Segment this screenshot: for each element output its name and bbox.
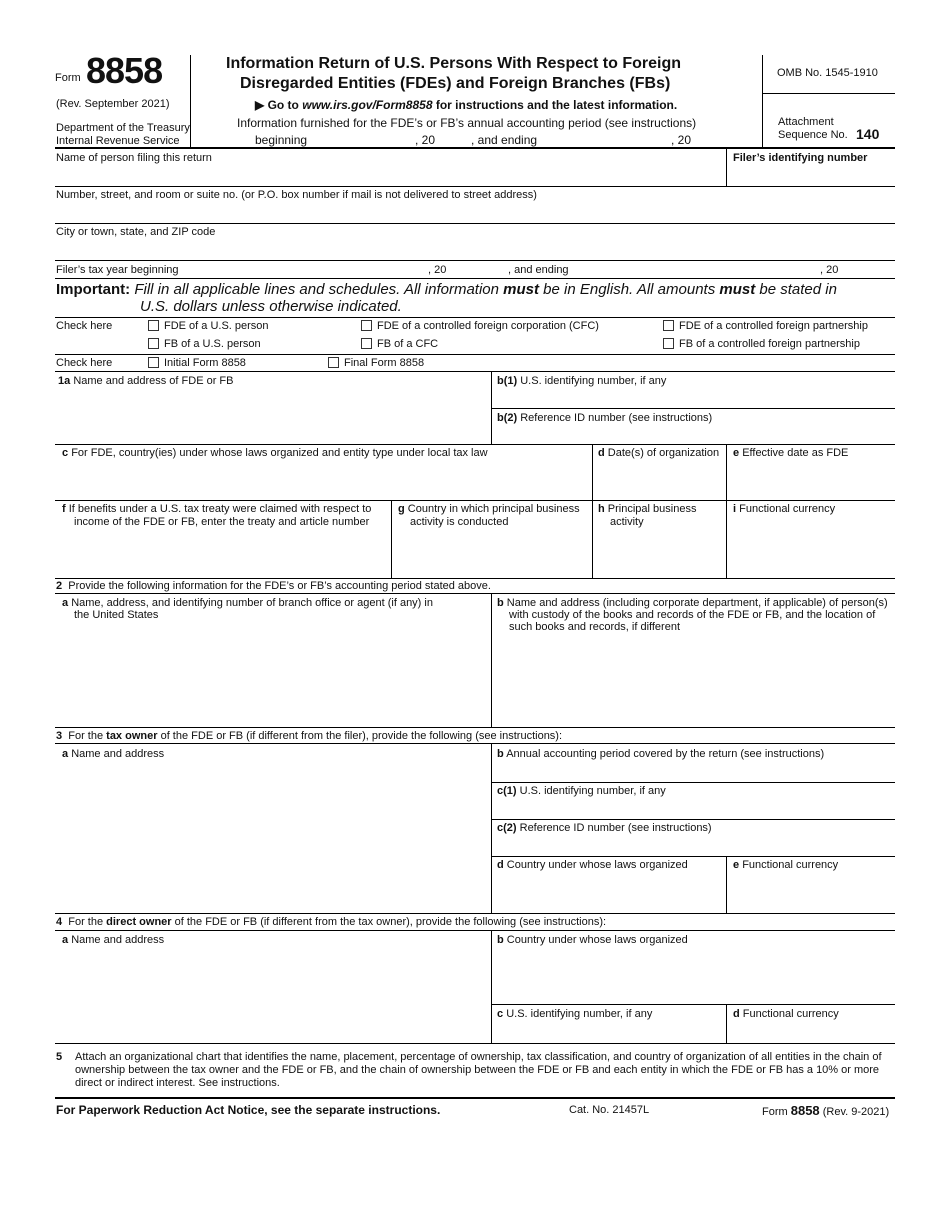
period-info: Information furnished for the FDE’s or FB’s annual accounting period (see instructions) [237,116,697,130]
principal-country-field[interactable] [395,532,590,576]
fb-cfc-checkbox[interactable] [361,338,372,349]
fde-us-id-field[interactable] [497,391,893,407]
fde-cfc-checkbox[interactable] [361,320,372,331]
fde-country-entity-field[interactable] [58,462,590,498]
tax-year-comma20a: , 20 [428,264,447,276]
line5-text-line2: ownership between the tax owner and the FDE or FB, and the chain of ownership between the FDE or FB and each entity in which the FDE or FB has a 10% or more [75,1064,880,1076]
line1g-label: g Country in which principal business [398,503,580,515]
fde-cfp-label: FDE of a controlled foreign partnership [679,320,868,332]
filer-name-label: Name of person filing this return [56,152,212,164]
footer-form-id: Form 8858 (Rev. 9-2021) [762,1103,890,1118]
initial-form-label: Initial Form 8858 [164,357,246,369]
initial-form-checkbox[interactable] [148,357,159,368]
line1h-label-cont: activity [610,516,644,528]
fb-us-person-label: FB of a U.S. person [164,338,261,350]
final-form-label: Final Form 8858 [344,357,425,369]
effective-date-field[interactable] [730,480,893,496]
important-notice: Important: Fill in all applicable lines and schedules. All information must be in English. All amounts must be stated in [56,281,837,298]
line2a-label: a Name, address, and identifying number of branch office or agent (if any) in [62,597,433,609]
fb-cfp-label: FB of a controlled foreign partnership [679,338,860,350]
line2b-label: b Name and address (including corporate department, if applicable) of person(s) [497,597,888,609]
tax-owner-reference-id-field[interactable] [497,838,893,854]
us-branch-agent-field[interactable] [58,626,488,724]
filer-id-field[interactable] [730,168,893,184]
line2-heading: 2 Provide the following information for the FDE’s or FB’s accounting period stated above. [56,580,491,592]
fde-us-person-checkbox[interactable] [148,320,159,331]
direct-owner-name-address-field[interactable] [58,950,488,1040]
fb-cfc-label: FB of a CFC [377,338,439,350]
fde-reference-id-field[interactable] [497,427,893,443]
line4a-label: a Name and address [62,934,165,946]
filer-id-label: Filer’s identifying number [733,152,868,164]
tax-owner-name-address-field[interactable] [58,764,488,909]
line1b2-label: b(2) Reference ID number (see instructions) [497,412,713,424]
header-and-ending: , and ending [471,133,538,147]
revision-date: (Rev. September 2021) [56,98,170,110]
check-here-label-2: Check here [56,357,113,369]
line1g-label-cont: activity is conducted [410,516,509,528]
form-title-line2: Disregarded Entities (FDEs) and Foreign Branches (FBs) [240,75,671,92]
header-period-begin-field[interactable] [312,131,412,146]
form-number: 8858 [86,50,163,91]
line4d-label: d Functional currency [733,1008,839,1020]
line3c2-label: c(2) Reference ID number (see instructions) [497,822,712,834]
line2b-label-cont1: with custody of the books and records of the FDE or FB, and the location of [509,609,876,621]
line1e-label: e Effective date as FDE [733,447,849,459]
tax-year-begin-field[interactable] [180,262,425,277]
line1h-label: h Principal business [598,503,697,515]
department-line2: Internal Revenue Service [56,135,180,147]
line4c-label: c U.S. identifying number, if any [497,1008,653,1020]
tax-owner-currency-field[interactable] [730,888,893,906]
omb-number: OMB No. 1545-1910 [777,67,878,79]
department-line1: Department of the Treasury [56,122,190,134]
city-label: City or town, state, and ZIP code [56,226,216,238]
final-form-checkbox[interactable] [328,357,339,368]
line4b-label: b Country under whose laws organized [497,934,688,946]
attachment-label: Attachment [778,116,834,128]
check-here-label-1: Check here [56,320,113,332]
tax-year-end-field[interactable] [572,262,812,277]
header-beginning-label: beginning [255,133,308,147]
sequence-number: 140 [856,126,880,142]
functional-currency-field[interactable] [730,532,893,576]
line1c-label: c For FDE, country(ies) under whose laws organized and entity type under local tax law [62,447,488,459]
direct-owner-country-field[interactable] [497,950,893,1002]
line3a-label: a Name and address [62,748,165,760]
line1i-label: i Functional currency [733,503,836,515]
line5-text-line1: Attach an organizational chart that identifies the name, placement, percentage of ownership, tax classification, and country of organization of all entities in the chain of [75,1051,882,1063]
line2b-label-cont2: such books and records, if different [509,621,681,633]
tax-year-comma20b: , 20 [820,264,839,276]
line1f-label-cont: income of the FDE or FB, enter the treaty and article number [74,516,370,528]
principal-activity-field[interactable] [596,532,724,576]
catalog-number: Cat. No. 21457L [569,1104,650,1116]
paperwork-notice: For Paperwork Reduction Act Notice, see the separate instructions. [56,1103,441,1117]
tax-owner-country-field[interactable] [497,888,723,906]
line1b1-label: b(1) U.S. identifying number, if any [497,375,667,387]
line1f-label: f If benefits under a U.S. tax treaty were claimed with respect to [62,503,372,515]
fde-name-address-field[interactable] [58,390,488,442]
treaty-article-field[interactable] [58,532,388,576]
line1a-label: 1a Name and address of FDE or FB [58,375,234,387]
direct-owner-us-id-field[interactable] [497,1023,723,1040]
line1d-label: d Date(s) of organization [598,447,720,459]
books-custodian-field[interactable] [497,638,893,724]
tax-owner-period-field[interactable] [497,764,893,780]
street-field[interactable] [56,205,892,221]
goto-instructions: ▶ Go to www.irs.gov/Form8858 for instructions and the latest information. [255,98,678,112]
fb-us-person-checkbox[interactable] [148,338,159,349]
street-label: Number, street, and room or suite no. (or P.O. box number if mail is not delivered to street address) [56,189,537,201]
line5-text-line3: direct or indirect interest. See instructions. [75,1077,280,1089]
fde-us-person-label: FDE of a U.S. person [164,320,269,332]
header-period-end-field[interactable] [545,131,665,146]
form-word: Form [55,72,81,84]
line2a-label-cont: the United States [74,609,159,621]
tax-year-and-ending: , and ending [508,264,569,276]
header-comma20b: , 20 [671,133,692,147]
filer-name-field[interactable] [56,168,724,184]
tax-owner-us-id-field[interactable] [497,801,893,817]
important-notice-line2: U.S. dollars unless otherwise indicated. [140,298,402,315]
fde-cfp-checkbox[interactable] [663,320,674,331]
line3d-label: d Country under whose laws organized [497,859,688,871]
fde-cfc-label: FDE of a controlled foreign corporation (CFC) [377,320,599,332]
line5-number: 5 [56,1051,63,1063]
irs-url-link[interactable]: www.irs.gov/Form8858 [302,98,433,112]
line3b-label: b Annual accounting period covered by the return (see instructions) [497,748,825,760]
city-field[interactable] [56,242,892,258]
line3-heading: 3 For the tax owner of the FDE or FB (if different from the filer), provide the following (see instructions): [56,730,563,742]
organization-date-field[interactable] [596,480,724,496]
form-title-line1: Information Return of U.S. Persons With Respect to Foreign [226,55,681,72]
header-comma20a: , 20 [415,133,436,147]
direct-owner-currency-field[interactable] [730,1023,893,1040]
line3e-label: e Functional currency [733,859,839,871]
tax-year-label: Filer’s tax year beginning [56,264,179,276]
fb-cfp-checkbox[interactable] [663,338,674,349]
line4-heading: 4 For the direct owner of the FDE or FB (if different from the tax owner), provide the following (see instructions): [56,916,607,928]
line3c1-label: c(1) U.S. identifying number, if any [497,785,666,797]
sequence-label: Sequence No. [778,129,848,141]
